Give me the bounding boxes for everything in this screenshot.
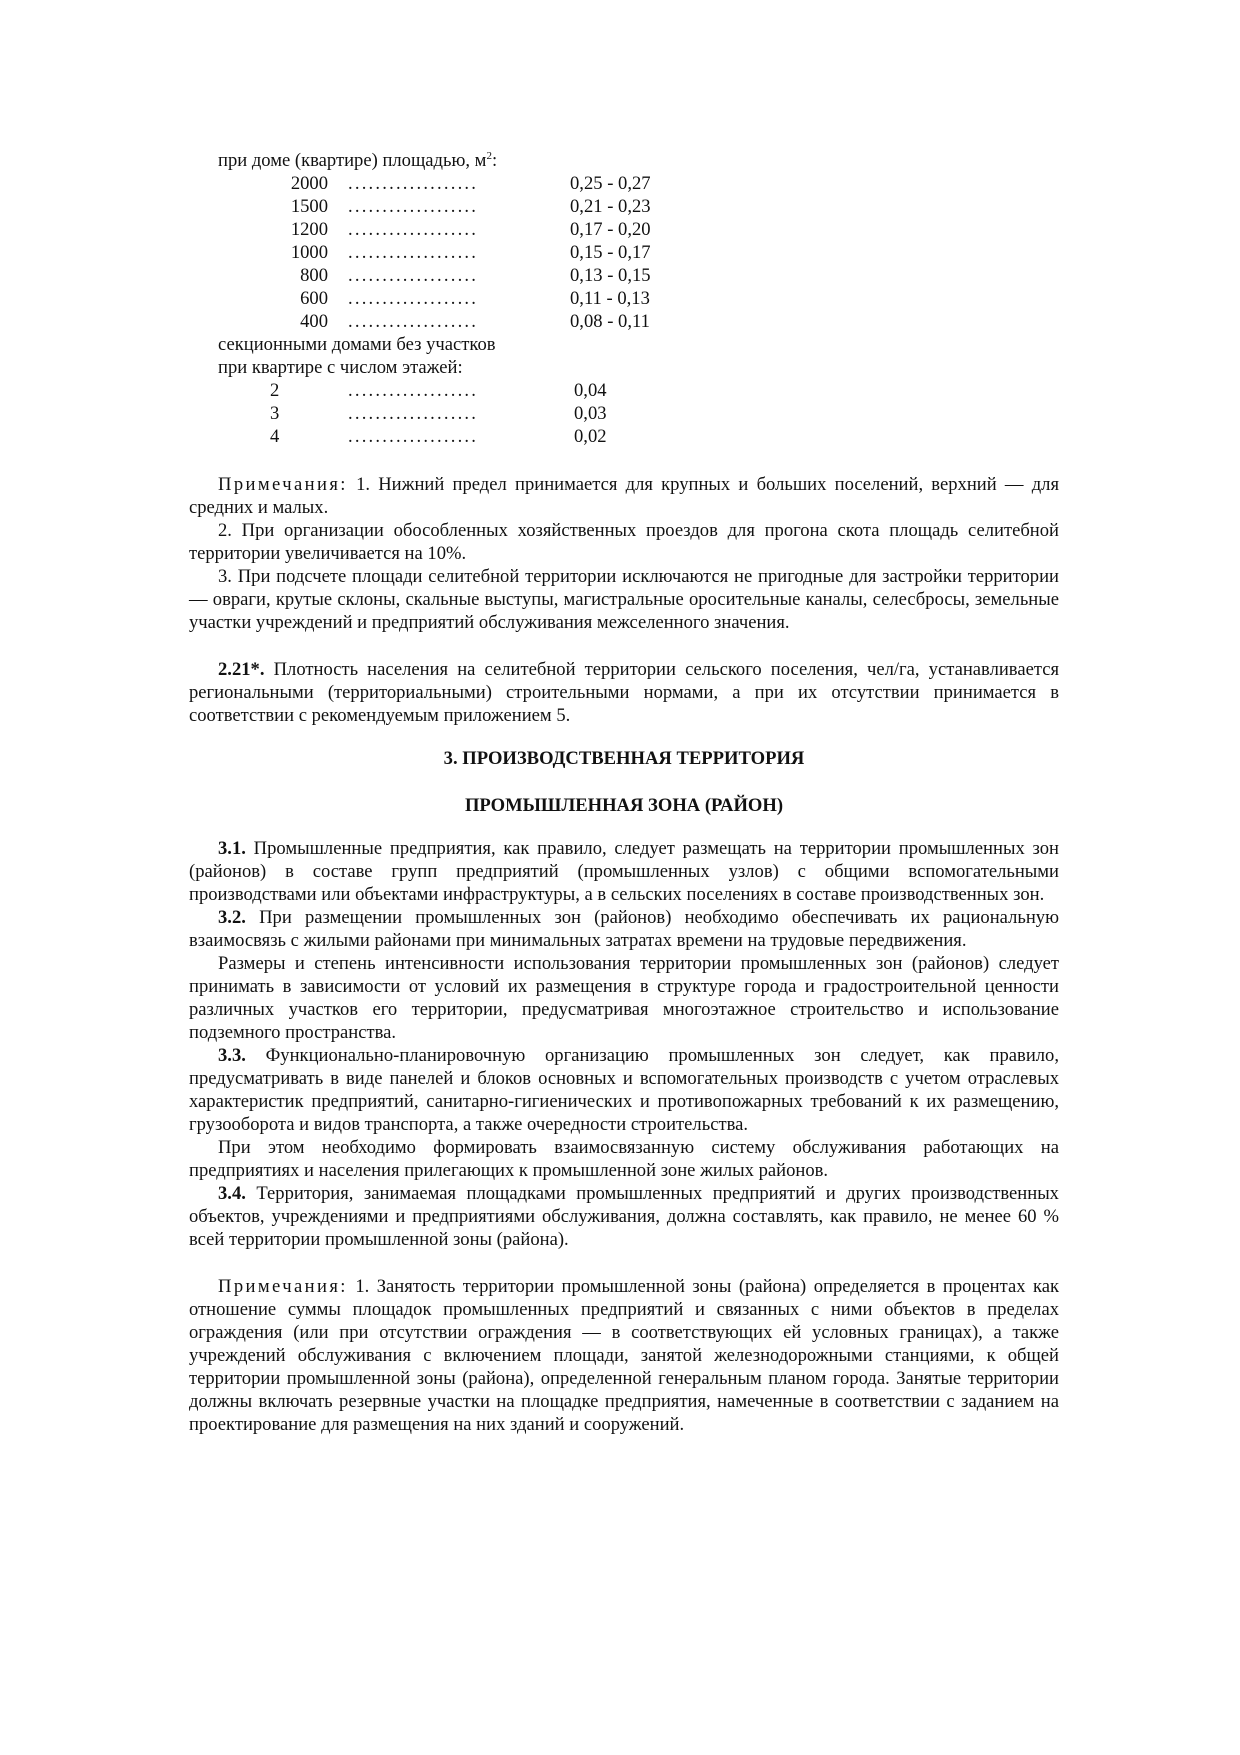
value-cell: 0,25 - 0,27	[570, 173, 651, 194]
value-cell: 0,04	[574, 380, 607, 401]
table-row	[218, 264, 1059, 287]
value-cell: 0,11 - 0,13	[570, 288, 650, 309]
page-content	[189, 149, 1059, 1436]
table-row	[218, 241, 1059, 264]
value-cell: 0,17 - 0,20	[570, 219, 651, 240]
clause-text: Промышленные предприятия, как правило, следует размещать на территории промышленных зон (районов) в составе групп предприятий (промышленных узлов) с общими вспомогательными производствами или объектами инфраструктуры, а в сельских поселениях в составе производственных зон.	[189, 838, 1059, 905]
area-cell: 1200	[290, 219, 328, 240]
clause-text: Функционально-планировочную организацию промышленных зон следует, как правило, предусматривать в виде панелей и блоков основных и вспомогательных производств с учетом отраслевых характеристик предприятий, санитарно-гигиенических и противопожарных требований к их размещению, грузооборота и видов транспорта, а также очередности строительства.	[189, 1045, 1059, 1135]
area-cell: 1500	[290, 196, 328, 217]
table-row	[218, 425, 1059, 448]
leader-dots: ...................	[348, 311, 479, 332]
area-cell: 800	[300, 265, 328, 286]
clause-3-3	[189, 1044, 1059, 1136]
clause-text: Плотность населения на селитебной территории сельского поселения, чел/га, устанавливается региональными (территориальными) строительными нормами, а при их отсутствии принимается в соответствии с рекомендуемым приложением 5.	[189, 659, 1059, 726]
leader-dots: ...................	[348, 219, 479, 240]
notes1-item1-text: 1. Нижний предел принимается для крупных и больших поселений, верхний — для средних и малых.	[189, 474, 1059, 518]
table-row	[218, 172, 1059, 195]
section-line-1: секционными домами без участков	[218, 334, 496, 355]
clause-3-2-paragraph-2: Размеры и степень интенсивности использования территории промышленных зон (районов) следует принимать в зависимости от условий их размещения в структуре города и градостроительной ценности различных участков его территории, предусматривая многоэтажное строительство и использование подземного пространства.	[189, 953, 1059, 1043]
area-cell: 600	[300, 288, 328, 309]
clause-3-4	[189, 1182, 1059, 1251]
leader-dots: ...................	[348, 173, 479, 194]
clause-number: 3.3.	[218, 1045, 246, 1066]
leader-dots: ...................	[348, 265, 479, 286]
clause-2-21	[189, 658, 1059, 727]
notes2-item1	[189, 1275, 1059, 1436]
clause-text: При размещении промышленных зон (районов) необходимо обеспечивать их рациональную взаимосвязь с жилыми районами при минимальных затратах времени на трудовые передвижения.	[189, 907, 1059, 951]
table-row	[218, 218, 1059, 241]
leader-dots: ...................	[348, 403, 479, 424]
area-cell: 2000	[290, 173, 328, 194]
notes1-item2: 2. При организации обособленных хозяйственных проездов для прогона скота площадь селитебной территории увеличивается на 10%.	[189, 520, 1059, 564]
clause-number: 2.21*.	[218, 659, 265, 680]
clause-number: 3.4.	[218, 1183, 246, 1204]
clause-number: 3.2.	[218, 907, 246, 928]
section-subtitle: ПРОМЫШЛЕННАЯ ЗОНА (РАЙОН)	[464, 795, 784, 816]
clause-text: Территория, занимаемая площадками промышленных предприятий и других производственных объектов, учреждениями и предприятиями обслуживания, должна составлять, как правило, не менее 60 % всей территории промышленной зоны (района).	[189, 1183, 1059, 1250]
value-cell: 0,21 - 0,23	[570, 196, 651, 217]
table-header-text: при доме (квартире) площадью, м	[218, 150, 487, 171]
value-cell: 0,03	[574, 403, 607, 424]
leader-dots: ...................	[348, 426, 479, 447]
value-cell: 0,08 - 0,11	[570, 311, 650, 332]
leader-dots: ...................	[348, 242, 479, 263]
floors-cell: 2	[270, 380, 280, 401]
value-cell: 0,13 - 0,15	[570, 265, 651, 286]
table-row	[218, 310, 1059, 333]
section-title: 3. ПРОИЗВОДСТВЕННАЯ ТЕРРИТОРИЯ	[443, 748, 805, 769]
clause-number: 3.1.	[218, 838, 246, 859]
leader-dots: ...................	[348, 380, 479, 401]
section-line-2: при квартире с числом этажей:	[218, 357, 463, 378]
clause-3-2	[189, 906, 1059, 952]
area-cell: 400	[300, 311, 328, 332]
table-row	[218, 402, 1059, 425]
table-row	[218, 287, 1059, 310]
notes2-label: Примечания:	[218, 1276, 348, 1297]
table-header-line	[218, 149, 1059, 172]
density-table	[189, 149, 1059, 448]
notes1-item3: 3. При подсчете площади селитебной территории исключаются не пригодные для застройки территории — овраги, крутые склоны, скальные выступы, магистральные оросительные каналы, селесбросы, земельные участки учреждений и предприятий обслуживания межселенного значения.	[189, 566, 1059, 633]
floors-cell: 3	[270, 403, 280, 424]
notes2-item1-text: 1. Занятость территории промышленной зоны (района) определяется в процентах как отношение суммы площадок промышленных предприятий и связанных с ними объектов в пределах ограждения (или при отсутствии ограждения — в соответствующих ей условных границах), а также учреждений обслуживания с включением площади, занятой железнодорожными станциями, к общей территории промышленной зоны (района), определенной генеральным планом города. Занятые территории должны включать резервные участки на площадке предприятия, намеченные в соответствии с заданием на проектирование для размещения на них зданий и сооружений.	[189, 1276, 1059, 1435]
table-row	[218, 379, 1059, 402]
value-cell: 0,15 - 0,17	[570, 242, 651, 263]
notes1-label: Примечания:	[218, 474, 348, 495]
notes1-item1	[189, 473, 1059, 519]
leader-dots: ...................	[348, 196, 479, 217]
clause-3-1	[189, 837, 1059, 906]
floors-cell: 4	[270, 426, 280, 447]
area-cell: 1000	[290, 242, 328, 263]
table-header-tail: :	[491, 150, 498, 171]
clause-3-3-paragraph-2: При этом необходимо формировать взаимосвязанную систему обслуживания работающих на предприятиях и населения прилегающих к промышленной зоне жилых районов.	[189, 1137, 1059, 1181]
value-cell: 0,02	[574, 426, 607, 447]
table-row	[218, 195, 1059, 218]
leader-dots: ...................	[348, 288, 479, 309]
table-header-sup: 2	[486, 149, 492, 162]
